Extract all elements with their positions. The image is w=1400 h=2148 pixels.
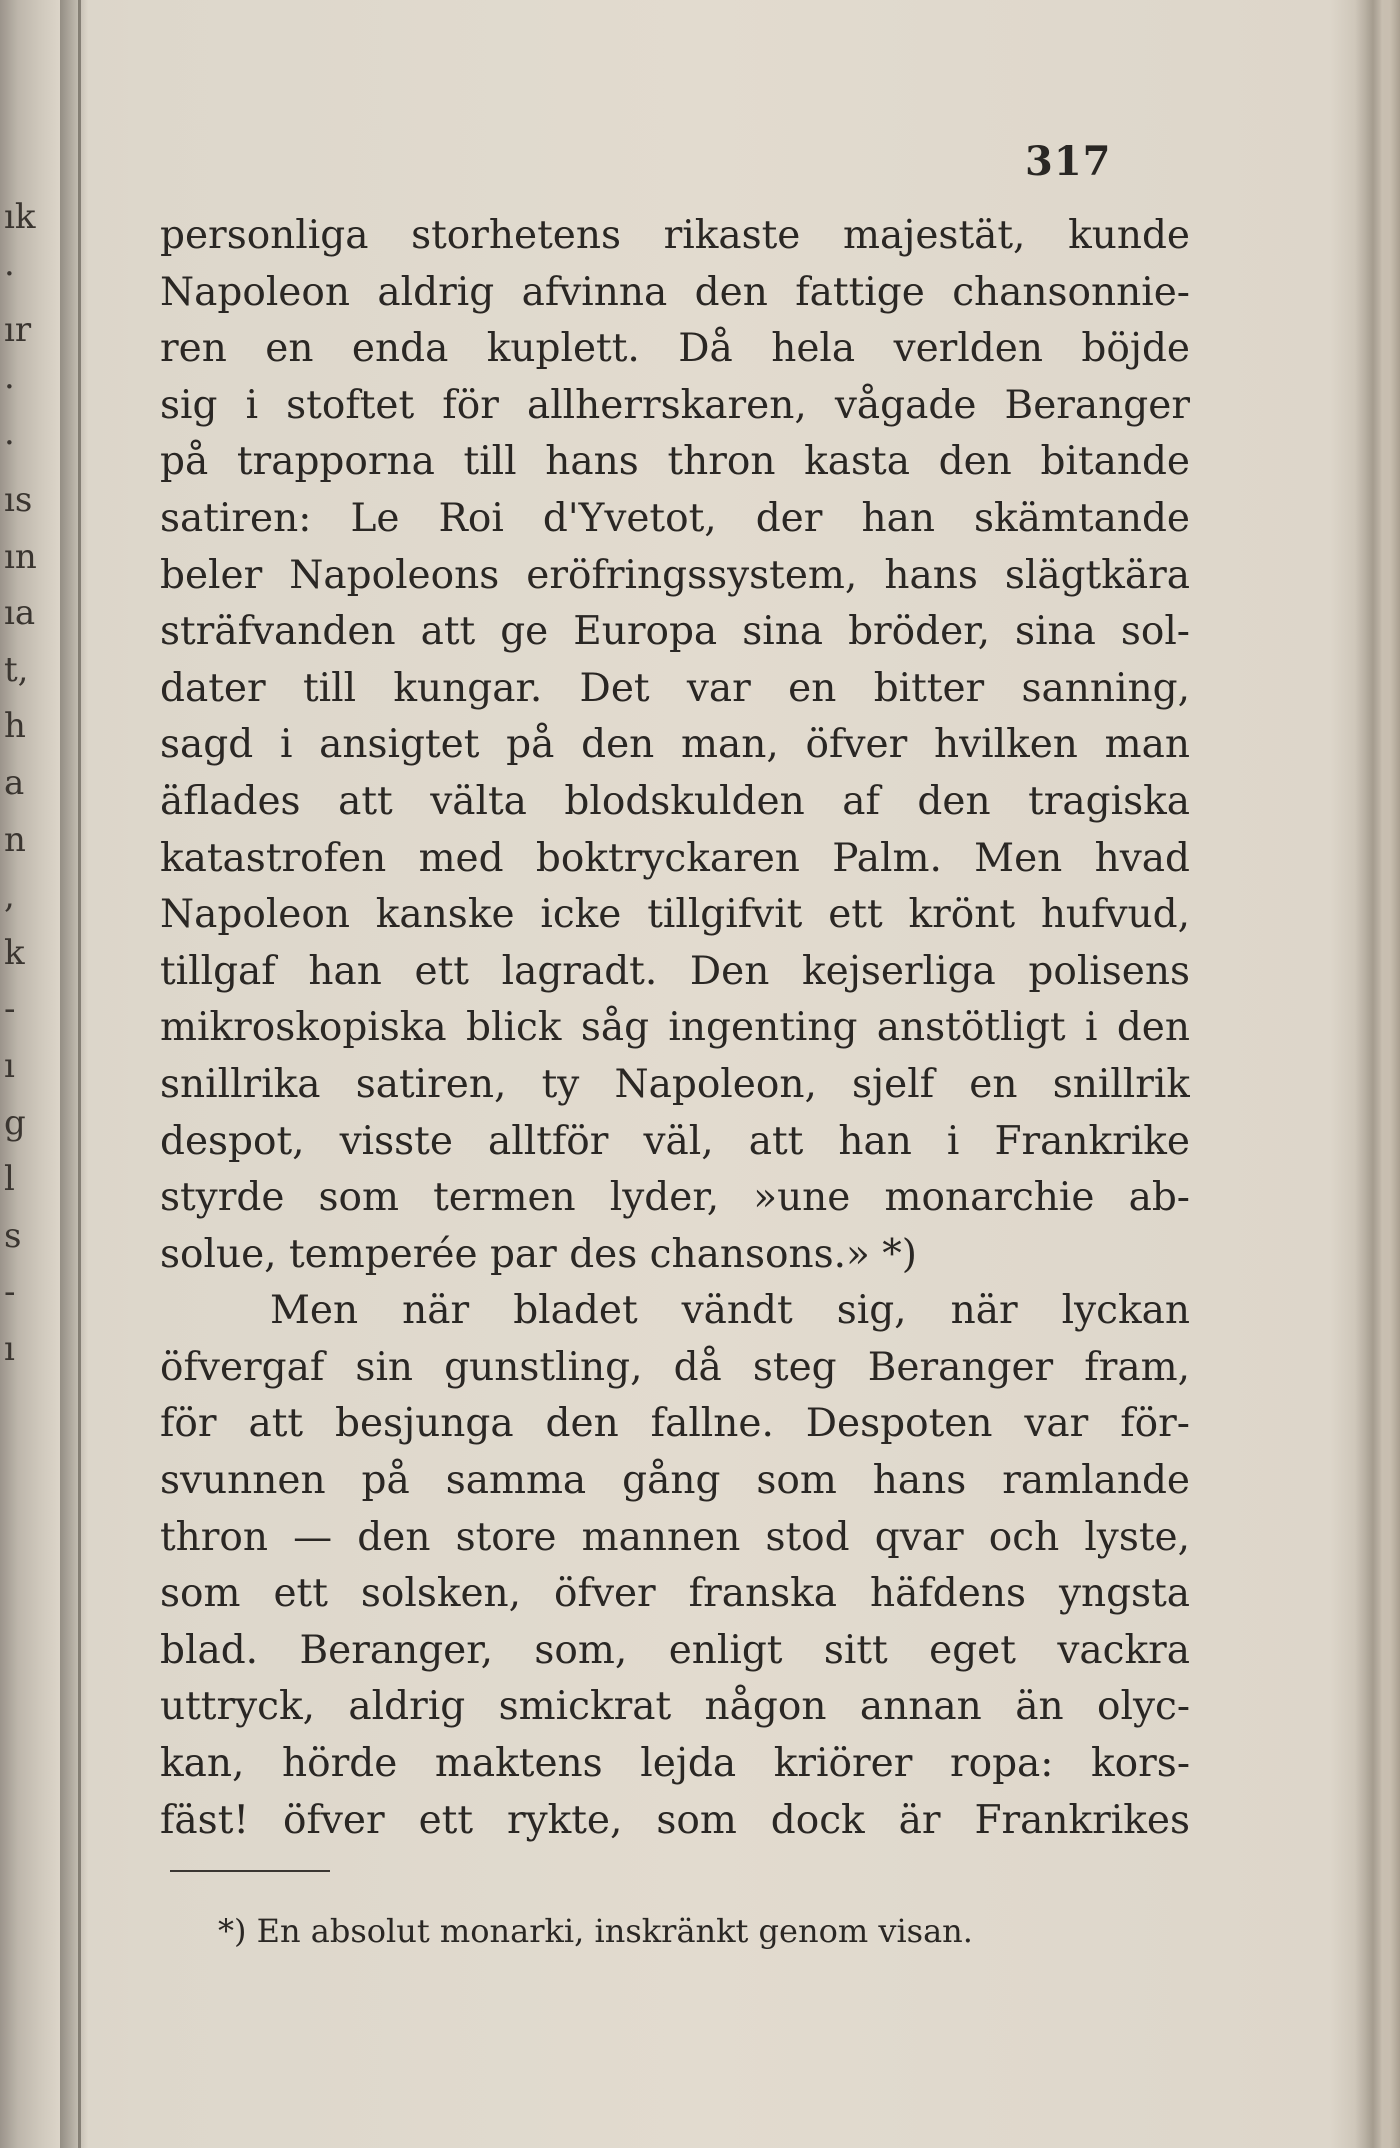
text-line: satiren: Le Roi d'Yvetot, der han skämtande <box>160 495 1190 541</box>
text-line: beler Napoleons eröfringssystem, hans slägtkära <box>160 552 1190 598</box>
text-line: kan, hörde maktens lejda kriörer ropa: kors- <box>160 1741 1190 1787</box>
previous-page-fragment: · <box>4 253 15 294</box>
text-line: på trapporna till hans thron kasta den bitande <box>160 439 1190 485</box>
text-line: snillrika satiren, ty Napoleon, sjelf en snillrik <box>160 1061 1190 1107</box>
previous-page-fragment: · <box>4 366 15 407</box>
gutter-shadow <box>60 0 88 2148</box>
text-line: som ett solsken, öfver franska häfdens yngsta <box>160 1571 1190 1617</box>
gutter-fold-line <box>78 0 81 2148</box>
text-line: katastrofen med boktryckaren Palm. Men hvad <box>160 835 1190 881</box>
text-line: despot, visste alltför väl, att han i Frankrike <box>160 1118 1190 1164</box>
text-line: Men när bladet vändt sig, när lyckan <box>270 1288 1190 1334</box>
text-line: dater till kungar. Det var en bitter sanning, <box>160 665 1190 711</box>
text-line: tillgaf han ett lagradt. Den kejserliga polisens <box>160 948 1190 994</box>
previous-page-fragment: a <box>4 763 25 803</box>
previous-page-fragment: ıa <box>4 593 36 634</box>
text-line: uttryck, aldrig smickrat någon annan än olyc- <box>160 1684 1190 1730</box>
page-edge <box>1355 0 1400 2148</box>
text-line: Napoleon aldrig afvinna den fattige chansonnie- <box>160 269 1190 315</box>
text-line: fäst! öfver ett rykte, som dock är Frankrikes <box>160 1797 1190 1843</box>
previous-page-fragment: l <box>4 1159 15 1200</box>
body-text <box>160 208 1190 1849</box>
text-line: sagd i ansigtet på den man, öfver hvilken man <box>160 722 1190 768</box>
previous-page-fragment: ır <box>4 310 32 351</box>
previous-page-fragment: ık <box>4 200 36 237</box>
previous-page-fragment: ı <box>4 1046 15 1086</box>
previous-page-fragment: s <box>4 1215 22 1256</box>
text-line: för att besjunga den fallne. Despoten var för- <box>160 1401 1190 1447</box>
previous-page-fragment: n <box>4 819 26 860</box>
previous-page-fragment: - <box>4 1272 16 1313</box>
text-line: svunnen på samma gång som hans ramlande <box>160 1458 1190 1504</box>
text-line: solue, temperée par des chansons.» *) <box>160 1231 917 1277</box>
text-line: öfvergaf sin gunstling, då steg Beranger fram, <box>160 1344 1190 1390</box>
previous-page-fragment: t, <box>4 649 29 690</box>
previous-page-fragment: h <box>4 706 26 747</box>
previous-page-fragment: g <box>4 1102 26 1143</box>
previous-page-fragment: ıs <box>4 480 33 520</box>
page-number: 317 <box>1025 138 1112 185</box>
text-line: sig i stoftet för allherrskaren, vågade Beranger <box>160 382 1190 428</box>
previous-page-fragment: · <box>4 423 15 464</box>
text-line: styrde som termen lyder, »une monarchie ab- <box>160 1175 1190 1221</box>
text-line: thron — den store mannen stod qvar och lyste, <box>160 1514 1190 1560</box>
text-line: ren en enda kuplett. Då hela verlden böjde <box>160 326 1190 372</box>
previous-page-fragment: ı <box>4 1329 15 1369</box>
previous-page-fragment: k <box>4 932 25 973</box>
previous-page-edge <box>0 200 40 1500</box>
text-line: mikroskopiska blick såg ingenting anstötligt i den <box>160 1005 1190 1051</box>
previous-page-fragment: , <box>4 876 15 917</box>
previous-page-fragment: - <box>4 989 16 1030</box>
footnote: *) En absolut monarki, inskränkt genom visan. <box>218 1912 973 1950</box>
footnote-rule <box>170 1870 330 1872</box>
text-line: äflades att välta blodskulden af den tragiska <box>160 778 1190 824</box>
text-line: sträfvanden att ge Europa sina bröder, sina sol- <box>160 609 1190 655</box>
text-line: Napoleon kanske icke tillgifvit ett krönt hufvud, <box>160 892 1190 938</box>
previous-page-fragment: ın <box>4 536 37 577</box>
text-line: blad. Beranger, som, enligt sitt eget vackra <box>160 1627 1190 1673</box>
text-line: personliga storhetens rikaste majestät, kunde <box>160 213 1190 258</box>
